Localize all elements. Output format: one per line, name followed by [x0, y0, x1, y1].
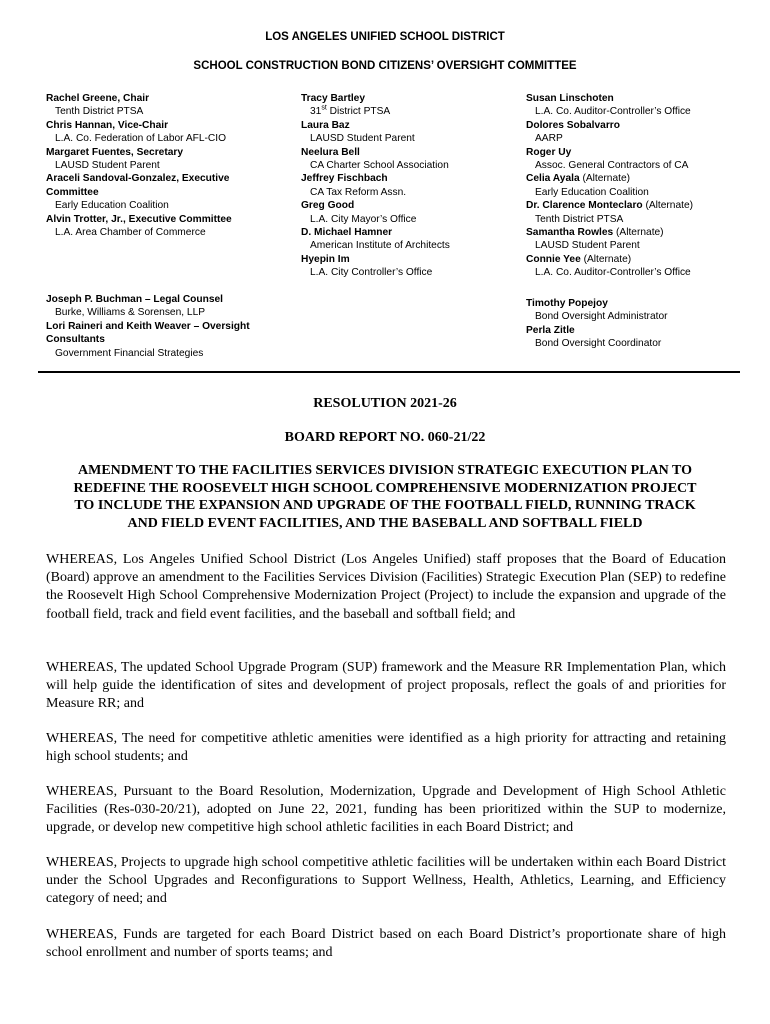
- member-name: Jeffrey Fischbach: [301, 173, 388, 185]
- member-name: Roger Uy: [526, 146, 572, 158]
- resolution-title: [46, 462, 724, 532]
- member-affiliation: L.A. City Mayor’s Office: [310, 213, 417, 225]
- alternate-label: (Alternate): [579, 173, 630, 185]
- title-line: TO INCLUDE THE EXPANSION AND UPGRADE OF THE FOOTBALL FIELD, RUNNING TRACK: [74, 498, 696, 513]
- member-name: Laura Baz: [301, 119, 350, 131]
- members-column-1: [46, 92, 286, 239]
- member-name: Tracy Bartley: [301, 93, 365, 104]
- member-affiliation: L.A. Co. Federation of Labor AFL-CIO: [55, 133, 227, 145]
- legal-counsel-firm: Burke, Williams & Sorensen, LLP: [55, 307, 206, 319]
- member-affiliation: LAUSD Student Parent: [55, 160, 160, 172]
- member-affiliation: L.A. Co. Auditor-Controller’s Office: [535, 106, 691, 118]
- whereas-paragraph: WHEREAS, Projects to upgrade high school competitive athletic facilities will be undertaken within each Board District under the School Upgrades and Reconfigurations to Support Wellness, Health, Athletics, Learning, and Efficiency category of need; and: [46, 855, 726, 907]
- member-affiliation: LAUSD Student Parent: [535, 240, 640, 252]
- member-affiliation: Early Education Coalition: [55, 200, 169, 212]
- member-name: Susan Linschoten: [526, 93, 614, 104]
- whereas-paragraph: WHEREAS, The updated School Upgrade Program (SUP) framework and the Measure RR Implementation Plan, which will help guide the identification of sites and development of project proposals, reflect the goals of and priorities for Measure RR; and: [46, 660, 726, 712]
- member-name: Greg Good: [301, 200, 355, 212]
- whereas-paragraph: WHEREAS, The need for competitive athletic amenities were identified as a high priority for attracting and retaining high school students; and: [46, 731, 726, 765]
- aff-rest: District PTSA: [326, 106, 391, 118]
- whereas-paragraph: WHEREAS, Los Angeles Unified School District (Los Angeles Unified) staff proposes that the Board of Education (Board) approve an amendment to the Facilities Services Division (Facilities) Strategic Execution Plan (SEP) to redefine the Roosevelt High School Comprehensive Modernization Project (Project) to include the expansion and upgrade of the football field, track and field event facilities, and the baseball and softball field; and: [46, 552, 726, 622]
- member-name: [526, 226, 746, 239]
- aff-ordinal: st: [321, 105, 327, 113]
- counsel-block: [46, 293, 296, 360]
- coordinator-role: Bond Oversight Coordinator: [535, 338, 662, 350]
- alternate-label: (Alternate): [613, 227, 664, 239]
- oversight-consultants-name-cont: Consultants: [46, 334, 105, 346]
- member-affiliation: CA Charter School Association: [310, 160, 449, 172]
- member-affiliation: L.A. Co. Auditor-Controller’s Office: [535, 267, 691, 279]
- oversight-consultants-name: Lori Raineri and Keith Weaver – Oversight: [46, 320, 250, 332]
- member-name-cont: Committee: [46, 186, 99, 198]
- member-affiliation: Tenth District PTSA: [535, 213, 624, 225]
- member-name: Chris Hannan, Vice-Chair: [46, 119, 169, 131]
- board-report-number: BOARD REPORT NO. 060-21/22: [284, 430, 486, 445]
- member-name: [526, 172, 746, 185]
- member-affiliation: Assoc. General Contractors of CA: [535, 160, 689, 172]
- whereas-paragraph: WHEREAS, Pursuant to the Board Resolution, Modernization, Upgrade and Development of High School Athletic Facilities (Res-030-20/21), adopted on June 22, 2021, funding has been prioritized within the SUP to modernize, upgrade, or develop new competitive high school athletic facilities in each Board District; and: [46, 784, 726, 836]
- member-name: Alvin Trotter, Jr., Executive Committee: [46, 213, 232, 225]
- oversight-consultants-firm: Government Financial Strategies: [55, 347, 204, 359]
- member-name: [526, 253, 746, 266]
- member-name-text: Celia Ayala: [526, 173, 580, 185]
- coordinator-name: Perla Zitle: [526, 324, 575, 336]
- district-heading: LOS ANGELES UNIFIED SCHOOL DISTRICT: [265, 31, 505, 43]
- staff-block: [526, 297, 746, 351]
- legal-counsel-name: Joseph P. Buchman – Legal Counsel: [46, 294, 224, 305]
- member-name: Araceli Sandoval-Gonzalez, Executive: [46, 173, 230, 185]
- administrator-name: Timothy Popejoy: [526, 298, 608, 309]
- whereas-paragraph: WHEREAS, Funds are targeted for each Board District based on each Board District’s proportionate share of high school enrollment and number of sports teams; and: [46, 927, 726, 961]
- members-column-2: [301, 92, 501, 280]
- member-name-text: Samantha Rowles: [526, 227, 614, 239]
- title-line: REDEFINE THE ROOSEVELT HIGH SCHOOL COMPREHENSIVE MODERNIZATION PROJECT: [73, 480, 697, 496]
- committee-heading: SCHOOL CONSTRUCTION BOND CITIZENS’ OVERSIGHT COMMITTEE: [193, 60, 577, 72]
- member-affiliation: American Institute of Architects: [310, 240, 450, 252]
- member-name: [526, 199, 746, 212]
- header-divider: [38, 371, 740, 373]
- administrator-role: Bond Oversight Administrator: [535, 311, 668, 323]
- member-affiliation: L.A. City Controller’s Office: [310, 267, 433, 279]
- aff-number: 31: [310, 106, 322, 118]
- member-name: Margaret Fuentes, Secretary: [46, 146, 184, 158]
- member-name: Neelura Bell: [301, 146, 360, 158]
- member-name-text: Dr. Clarence Monteclaro: [526, 200, 643, 212]
- member-name: Rachel Greene, Chair: [46, 93, 150, 104]
- resolution-number: RESOLUTION 2021-26: [313, 396, 457, 411]
- member-name-text: Connie Yee: [526, 253, 581, 265]
- member-name: Hyepin Im: [301, 253, 350, 265]
- member-affiliation: CA Tax Reform Assn.: [310, 186, 407, 198]
- member-affiliation: Tenth District PTSA: [55, 106, 144, 118]
- member-affiliation: LAUSD Student Parent: [310, 133, 415, 145]
- member-name: Dolores Sobalvarro: [526, 119, 620, 131]
- alternate-label: (Alternate): [642, 200, 694, 212]
- member-affiliation: L.A. Area Chamber of Commerce: [55, 227, 206, 239]
- alternate-label: (Alternate): [580, 253, 632, 265]
- member-affiliation: AARP: [535, 133, 563, 145]
- members-column-3: [526, 92, 746, 280]
- title-line: AND FIELD EVENT FACILITIES, AND THE BASEBALL AND SOFTBALL FIELD: [127, 515, 643, 531]
- title-line: AMENDMENT TO THE FACILITIES SERVICES DIVISION STRATEGIC EXECUTION PLAN TO: [78, 463, 692, 478]
- member-affiliation: Early Education Coalition: [535, 186, 649, 198]
- member-affiliation: [301, 105, 501, 118]
- member-name: D. Michael Hamner: [301, 227, 393, 239]
